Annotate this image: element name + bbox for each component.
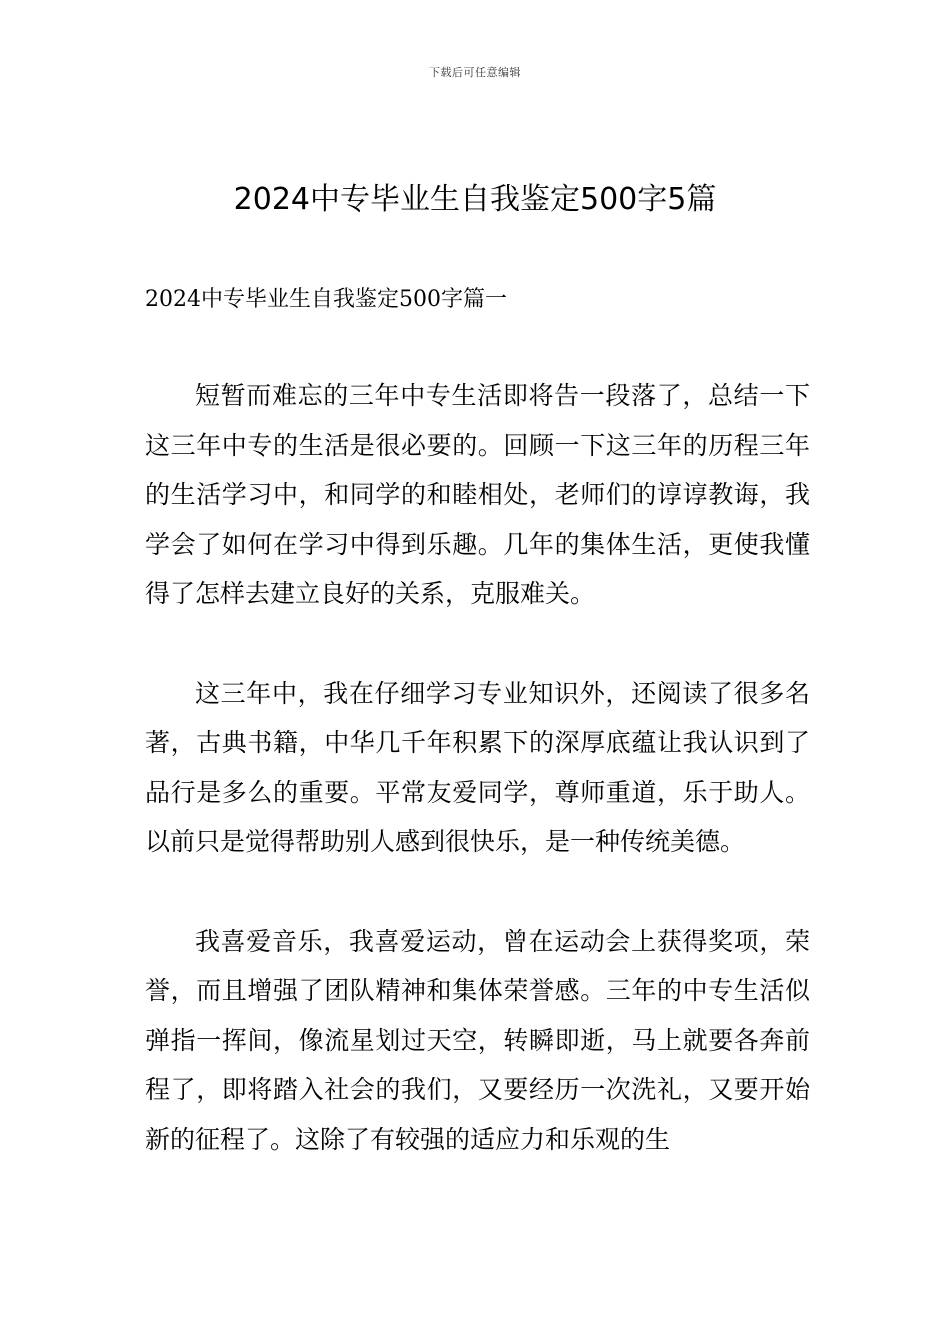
body-paragraph-1: 短暂而难忘的三年中专生活即将告一段落了，总结一下这三年中专的生活是很必要的。回顾一下这三年的历程三年的生活学习中，和同学的和睦相处，老师们的谆谆教诲，我学会了如何在学习中得到乐趣。几年的集体生活，更使我懂得了怎样去建立良好的关系，克服难关。 bbox=[145, 381, 810, 608]
page-header-note: 下载后可任意编辑 bbox=[429, 66, 521, 79]
document-title: 2024中专毕业生自我鉴定500字5篇 bbox=[233, 182, 717, 217]
body-paragraph-2: 这三年中，我在仔细学习专业知识外，还阅读了很多名著，古典书籍，中华几千年积累下的深厚底蕴让我认识到了品行是多么的重要。平常友爱同学，尊师重道，乐于助人。以前只是觉得帮助别人感到很快乐，是一种传统美德。 bbox=[145, 678, 810, 856]
body-paragraph-3: 我喜爱音乐，我喜爱运动，曾在运动会上获得奖项，荣誉，而且增强了团队精神和集体荣誉感。三年的中专生活似弹指一挥间，像流星划过天空，转瞬即逝，马上就要各奔前程了，即将踏入社会的我们，又要经历一次洗礼，又要开始新的征程了。这除了有较强的适应力和乐观的生 bbox=[145, 926, 810, 1154]
section-heading: 2024中专毕业生自我鉴定500字篇一 bbox=[145, 287, 507, 312]
document-body bbox=[145, 280, 810, 1164]
spacer bbox=[145, 619, 810, 669]
spacer bbox=[145, 867, 810, 917]
spacer bbox=[145, 320, 810, 371]
